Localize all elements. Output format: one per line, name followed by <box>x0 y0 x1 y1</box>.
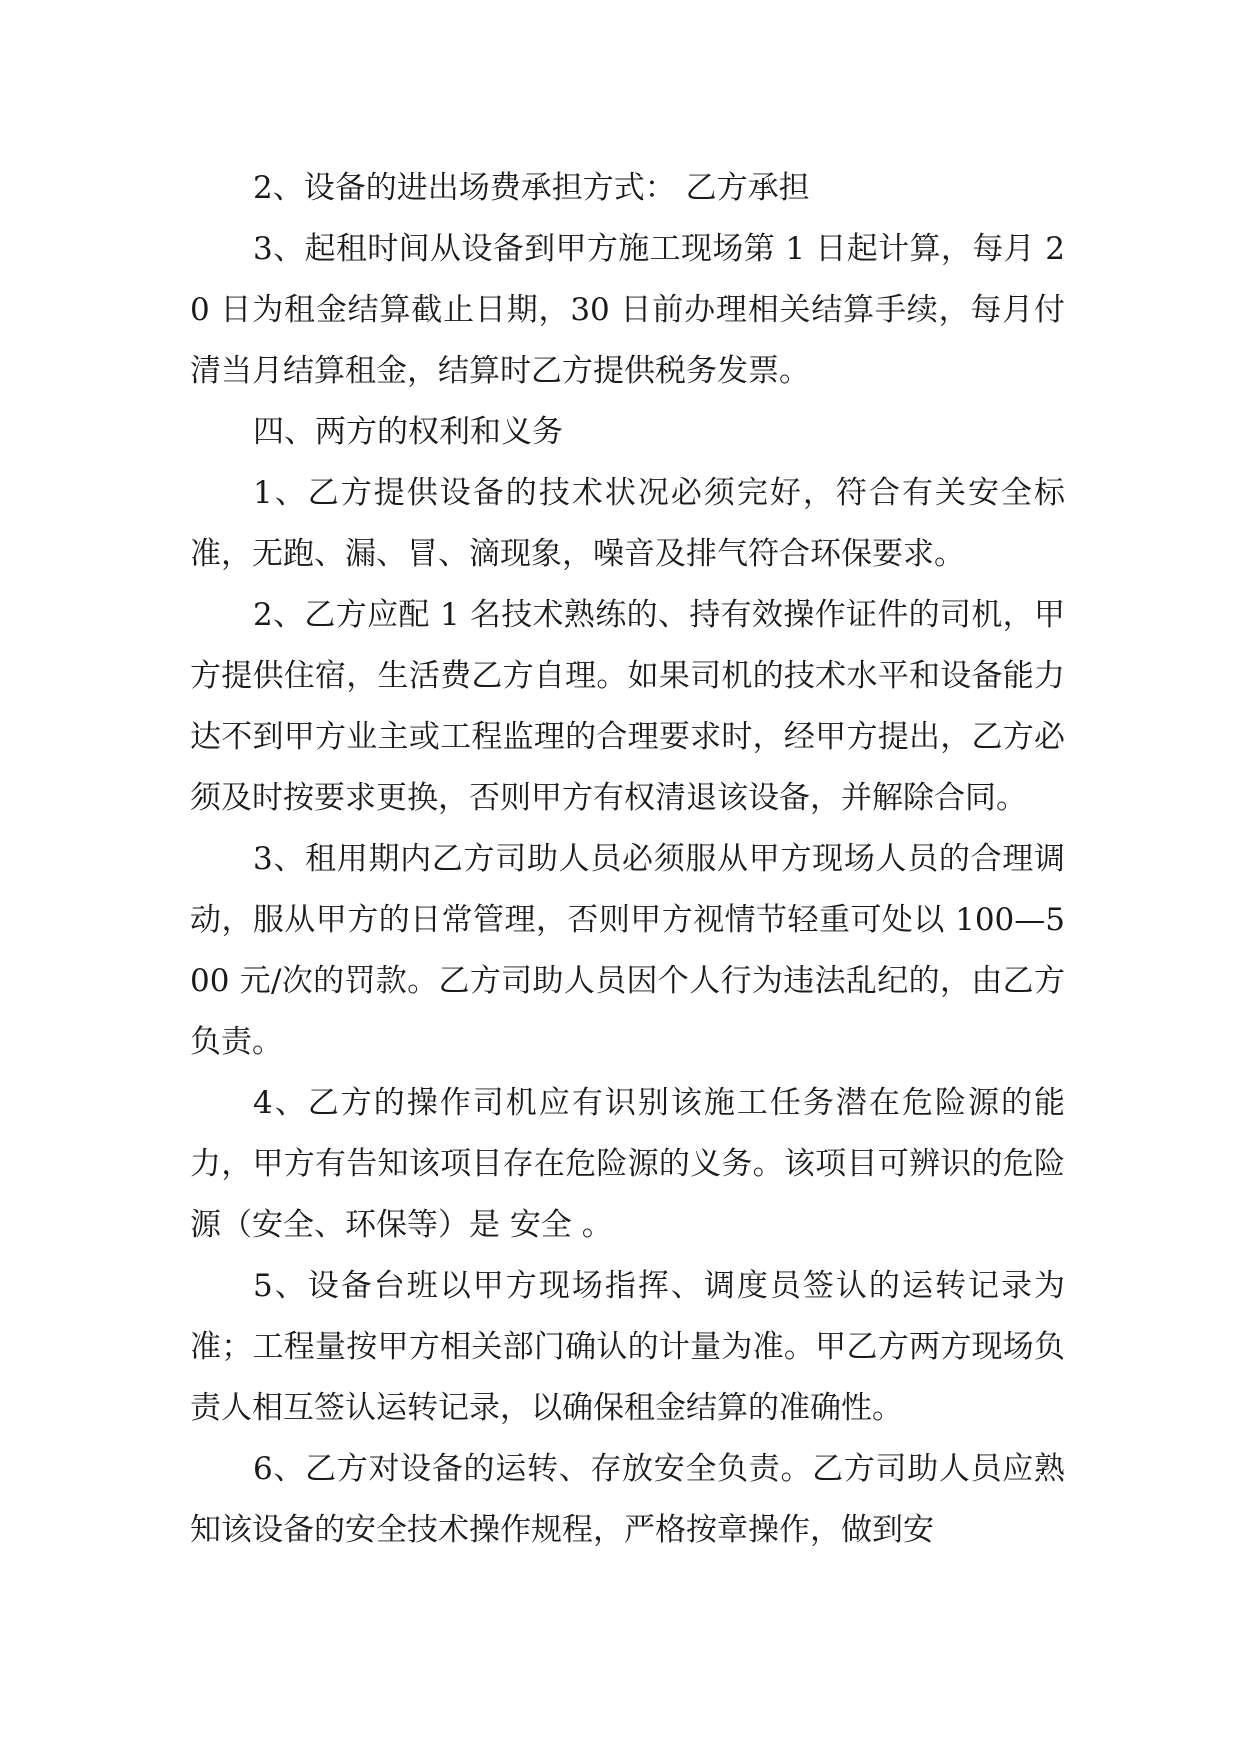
paragraph-hazard-identification: 4、乙方的操作司机应有识别该施工任务潜在危险源的能力，甲方有告知该项目存在危险源的义务。该项目可辨识的危险源（安全、环保等）是 安全 。 <box>190 1085 1065 1243</box>
paragraph-driver-requirements: 2、乙方应配 1 名技术熟练的、持有效操作证件的司机，甲方提供住宿，生活费乙方自理。如果司机的技术水平和设备能力达不到甲方业主或工程监理的合理要求时，经甲方提出，乙方必须及时按要求更换，否则甲方有权清退该设备，并解除合同。 <box>190 597 1065 816</box>
paragraph-safety-responsibility: 6、乙方对设备的运转、存放安全负责。乙方司助人员应熟知该设备的安全技术操作规程，严格按章操作，做到安 <box>190 1451 1065 1548</box>
paragraph-rental-start: 3、起租时间从设备到甲方施工现场第 1 日起计算，每月 20 日为租金结算截止日期，30 日前办理相关结算手续，每月付清当月结算租金，结算时乙方提供税务发票。 <box>190 231 1065 389</box>
paragraph-staff-management: 3、租用期内乙方司助人员必须服从甲方现场人员的合理调动，服从甲方的日常管理，否则甲方视情节轻重可处以 100—500 元/次的罚款。乙方司助人员因个人行为违法乱纪的，由乙方负责。 <box>190 841 1065 1060</box>
section-heading-rights-obligations: 四、两方的权利和义务 <box>253 414 563 450</box>
paragraph-entry-fee: 2、设备的进出场费承担方式： 乙方承担 <box>253 170 810 206</box>
paragraph-operation-records: 5、设备台班以甲方现场指挥、调度员签认的运转记录为准；工程量按甲方相关部门确认的计量为准。甲乙方两方现场负责人相互签认运转记录，以确保租金结算的准确性。 <box>190 1268 1065 1426</box>
document-body <box>190 158 1065 1561</box>
paragraph-equipment-condition: 1、乙方提供设备的技术状况必须完好，符合有关安全标准，无跑、漏、冒、滴现象，噪音及排气符合环保要求。 <box>190 475 1065 572</box>
